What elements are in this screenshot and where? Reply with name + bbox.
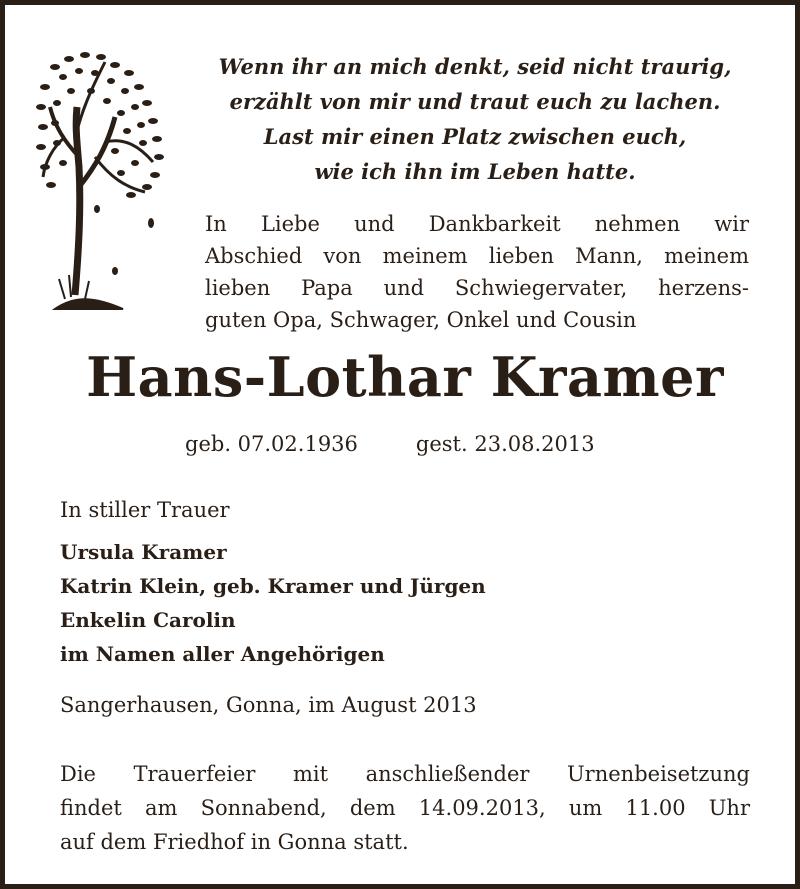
mourner-name: im Namen aller Angehörigen (60, 642, 385, 666)
funeral-line: findet am Sonnabend, dem 14.09.2013, um 11.00 Uhr (60, 796, 750, 820)
funeral-line: auf dem Friedhof in Gonna statt. (60, 830, 409, 854)
intro-line: guten Opa, Schwager, Onkel und Cousin (205, 308, 637, 332)
deceased-name: Hans-Lothar Kramer (86, 345, 724, 409)
intro-line: lieben Papa und Schwiegervater, herzens- (205, 276, 749, 300)
poem-line: Wenn ihr an mich denkt, seid nicht traurig, (218, 54, 732, 79)
place-date: Sangerhausen, Gonna, im August 2013 (60, 693, 477, 717)
mourner-name: Ursula Kramer (60, 540, 227, 564)
intro-line: Abschied von meinem lieben Mann, meinem (205, 244, 749, 268)
intro-line: In Liebe und Dankbarkeit nehmen wir (205, 212, 749, 236)
mourners-list (60, 535, 486, 671)
funeral-info (60, 757, 750, 859)
poem-line: erzählt von mir und traut euch zu lachen. (229, 89, 721, 114)
poem-line: wie ich ihn im Leben hatte. (314, 159, 636, 184)
poem (185, 49, 765, 189)
intro-text (205, 208, 749, 336)
mourner-name: Enkelin Carolin (60, 608, 236, 632)
birth-date: geb. 07.02.1936 (185, 432, 358, 456)
poem-line: Last mir einen Platz zwischen euch, (263, 124, 687, 149)
tree-illustration (35, 47, 175, 317)
life-dates (185, 432, 595, 456)
mourner-name: Katrin Klein, geb. Kramer und Jürgen (60, 574, 486, 598)
death-date: gest. 23.08.2013 (415, 432, 595, 456)
mourning-intro: In stiller Trauer (60, 498, 230, 522)
funeral-line: Die Trauerfeier mit anschließender Urnenbeisetzung (60, 762, 750, 786)
